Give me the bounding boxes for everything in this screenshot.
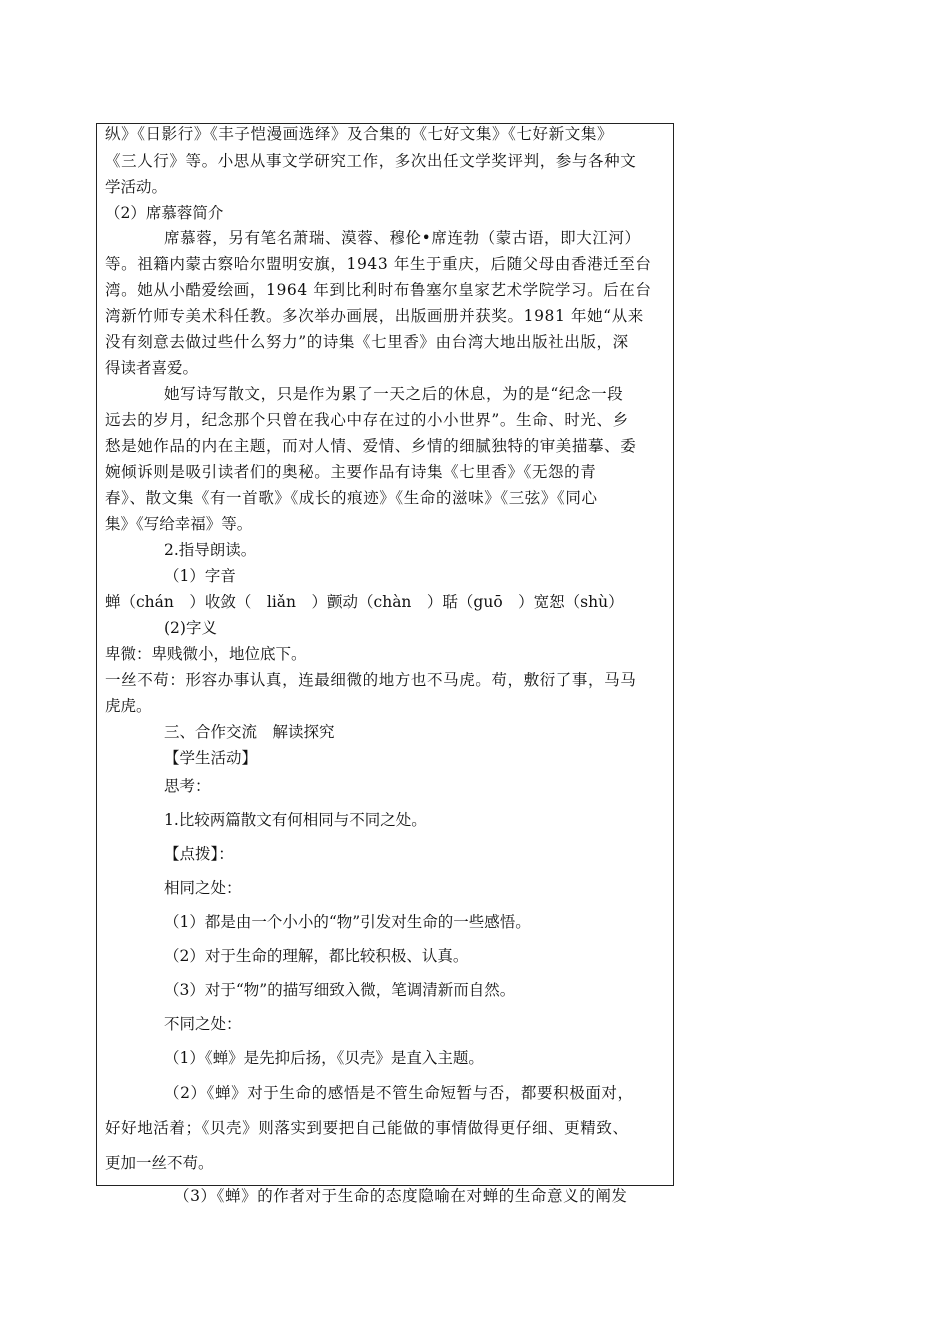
text-line: 《三人行》等。小思从事文学研究工作，多次出任文学奖评判，参与各种文 bbox=[105, 152, 637, 170]
text-line: 思考： bbox=[164, 777, 211, 795]
text-line: 远去的岁月，纪念那个只曾在我心中存在过的小小世界”。生命、时光、乡 bbox=[105, 411, 629, 429]
text-line: 等。祖籍内蒙古察哈尔盟明安旗，1943 年生于重庆，后随父母由香港迁至台 bbox=[105, 255, 652, 273]
text-line: 一丝不苟：形容办事认真，连最细微的地方也不马虎。苟，敷衍了事，马马 bbox=[105, 671, 637, 689]
text-line: 得读者喜爱。 bbox=[105, 359, 199, 377]
text-line: 春》、散文集《有一首歌》《成长的痕迹》《生命的滋味》《三弦》《同心 bbox=[105, 489, 598, 507]
text-line: 湾。她从小酷爱绘画，1964 年到比利时布鲁塞尔皇家艺术学院学习。后在台 bbox=[105, 281, 652, 299]
text-line: （2）对于生命的理解，都比较积极、认真。 bbox=[164, 947, 469, 965]
text-line: （1）都是由一个小小的“物”引发对生命的一些感悟。 bbox=[164, 913, 531, 931]
text-line: 更加一丝不苟。 bbox=[105, 1154, 214, 1172]
text-line: 1.比较两篇散文有何相同与不同之处。 bbox=[164, 811, 427, 829]
section-heading: 【点拨】： bbox=[164, 845, 234, 863]
text-line: 集》《写给幸福》等。 bbox=[105, 515, 253, 533]
section-heading: （1）字音 bbox=[164, 567, 236, 585]
section-heading: 2.指导朗读。 bbox=[164, 541, 257, 559]
section-heading: 三、合作交流 解读探究 bbox=[164, 723, 335, 741]
pronunciation-line: 蝉（chán ）收敛（ liǎn ）颤动（chàn ）聒（guō ）宽恕（shù） bbox=[105, 593, 624, 611]
text-line: 愁是她作品的内在主题，而对人情、爱情、乡情的细腻独特的审美描摹、委 bbox=[105, 437, 637, 455]
text-line: （1）《蝉》是先抑后扬，《贝壳》是直入主题。 bbox=[164, 1049, 484, 1067]
section-heading: （2）席慕蓉简介 bbox=[105, 204, 224, 222]
text-line: （3）《蝉》的作者对于生命的态度隐喻在对蝉的生命意义的阐发 bbox=[174, 1187, 628, 1205]
text-line: 纵》《日影行》《丰子恺漫画选绎》及合集的《七好文集》《七好新文集》 bbox=[105, 125, 614, 143]
section-heading: (2)字义 bbox=[164, 619, 217, 637]
text-line: 相同之处： bbox=[164, 879, 242, 897]
text-line: （3）对于“物”的描写细致入微，笔调清新而自然。 bbox=[164, 981, 516, 999]
section-heading: 【学生活动】 bbox=[164, 749, 258, 767]
text-line: 没有刻意去做过些什么努力”的诗集《七里香》由台湾大地出版社出版，深 bbox=[105, 333, 629, 351]
text-line: 不同之处： bbox=[164, 1015, 242, 1033]
text-line: 她写诗写散文，只是作为累了一天之后的休息，为的是“纪念一段 bbox=[164, 385, 624, 403]
text-line: 婉倾诉则是吸引读者们的奥秘。主要作品有诗集《七里香》《无怨的青 bbox=[105, 463, 597, 481]
text-line: 虎虎。 bbox=[105, 697, 152, 715]
text-line: （2）《蝉》对于生命的感悟是不管生命短暂与否，都要积极面对， bbox=[164, 1084, 634, 1102]
text-line: 学活动。 bbox=[105, 178, 168, 196]
text-line: 席慕蓉，另有笔名萧瑞、漠蓉、穆伦•席连勃（蒙古语，即大江河） bbox=[164, 229, 641, 247]
text-line: 好好地活着；《贝壳》则落实到要把自己能做的事情做得更仔细、更精致、 bbox=[105, 1119, 629, 1137]
text-line: 卑微：卑贱微小，地位底下。 bbox=[105, 645, 307, 663]
text-line: 湾新竹师专美术科任教。多次举办画展，出版画册并获奖。1981 年她“从来 bbox=[105, 307, 644, 325]
